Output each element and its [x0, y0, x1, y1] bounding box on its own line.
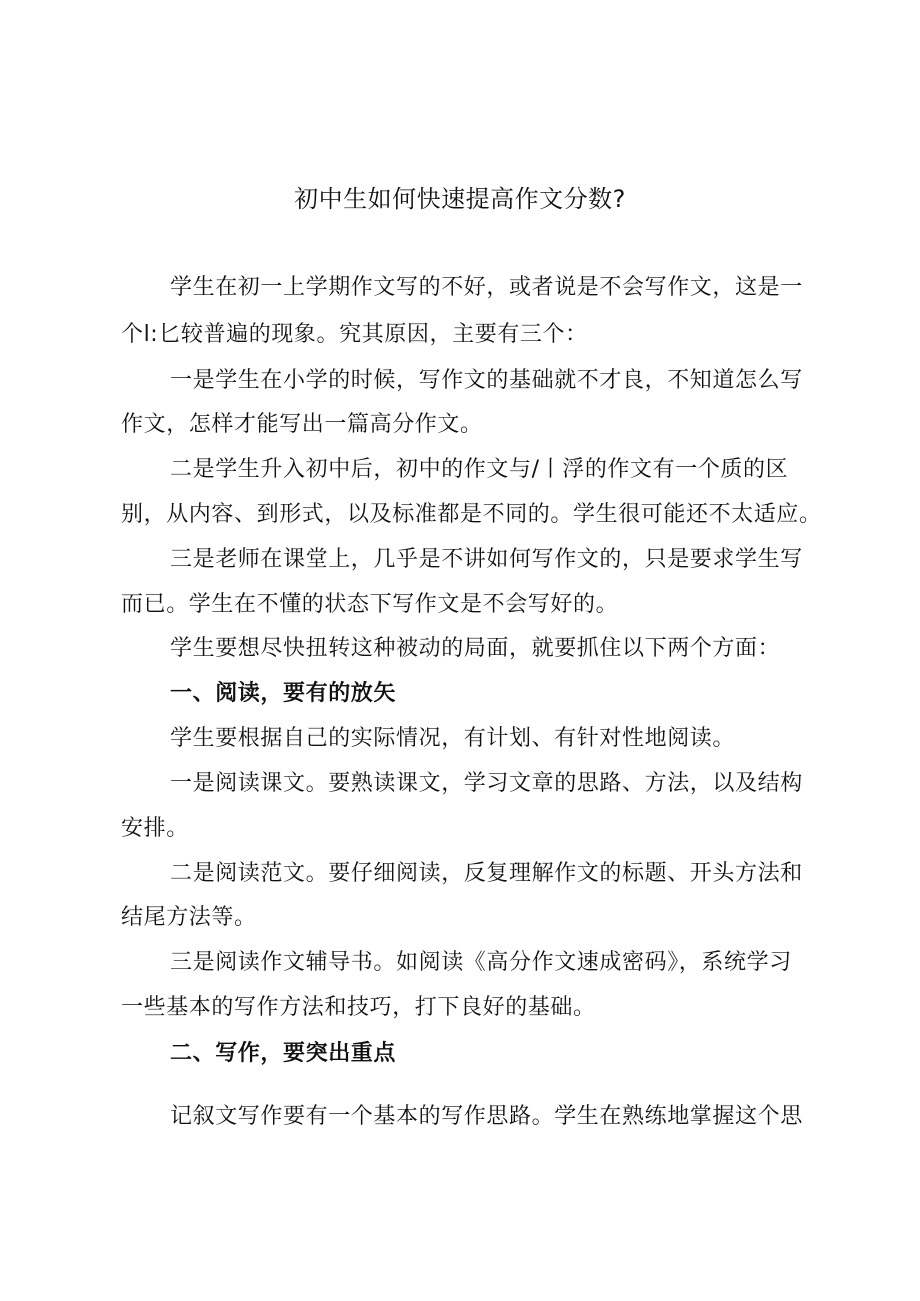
paragraph-line: 三是老师在课堂上，几乎是不讲如何写作文的，只是要求学生写 [170, 547, 803, 572]
paragraph-line: 作文，怎样才能写出一篇高分作文。 [121, 412, 483, 437]
paragraph-line: 二是阅读范文。要仔细阅读，反复理解作文的标题、开头方法和 [170, 861, 803, 886]
paragraph-line: 而已。学生在不懂的状态下写作文是不会写好的。 [121, 592, 619, 617]
paragraph-line: 一是学生在小学的时候，写作文的基础就不才良，不知道怎么写 [170, 368, 803, 393]
paragraph-line: 学生要想尽快扭转这种被动的局面，就要抓住以下两个方面： [170, 636, 781, 661]
section-heading-writing: 二、写作，要突出重点 [170, 1041, 397, 1066]
paragraph-line: 一些基本的写作方法和技巧，打下良好的基础。 [121, 995, 596, 1020]
section-heading-reading: 一、阅读，要有的放矢 [170, 681, 397, 706]
paragraph-line: 个l:匕较普遍的现象。究其原因，主要有三个： [121, 322, 588, 347]
paragraph-line: 一是阅读课文。要熟读课文，学习文章的思路、方法，以及结构 [170, 771, 803, 796]
paragraph-line: 别，从内容、到形式，以及标准都是不同的。学生很可能还不太适应。 [121, 502, 822, 527]
paragraph-line: 三是阅读作文辅导书。如阅读《高分作文速成密码》，系统学习 [170, 950, 792, 975]
paragraph-line: 学生在初一上学期作文写的不好，或者说是不会写作文，这是一 [170, 275, 803, 300]
paragraph-line: 学生要根据自己的实际情况，有计划、有针对性地阅读。 [170, 726, 736, 751]
paragraph-line: 记叙文写作要有一个基本的写作思路。学生在熟练地掌握这个思 [170, 1104, 803, 1129]
paragraph-line: 结尾方法等。 [121, 905, 257, 930]
paragraph-line: 安排。 [121, 816, 189, 841]
document-title: 初中生如何快速提高作文分数? [294, 185, 626, 213]
paragraph-line: 二是学生升入初中后，初中的作文与/丨浮的作文有一个质的区 [170, 457, 789, 482]
